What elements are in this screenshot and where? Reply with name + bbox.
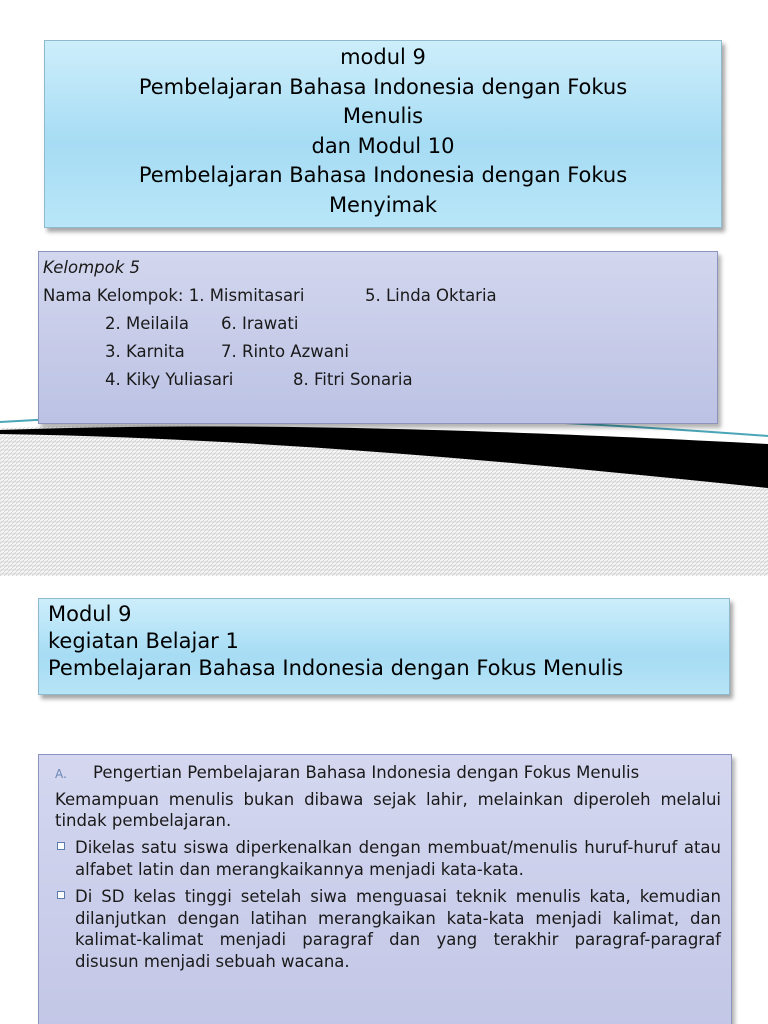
slide-2 — [0, 578, 768, 1024]
group-members-box — [38, 251, 718, 424]
section-marker: A. — [55, 767, 67, 781]
title-line: Menyimak — [328, 192, 438, 217]
bullet-item — [55, 886, 721, 972]
module-title-box — [38, 598, 730, 695]
member-item: 3. Karnita — [105, 342, 185, 361]
title-line: Pembelajaran Bahasa Indonesia dengan Fokus — [138, 74, 628, 99]
title-box — [44, 40, 722, 228]
members-label: Nama Kelompok: 1. Mismitasari — [43, 286, 305, 305]
group-heading: Kelompok 5 — [43, 258, 141, 277]
title-line: modul 9 — [340, 45, 426, 69]
member-item: 8. Fitri Sonaria — [293, 370, 413, 389]
title-line: Menulis — [342, 104, 424, 128]
title-line: dan Modul 10 — [311, 133, 455, 158]
title-line: Pembelajaran Bahasa Indonesia dengan Fokus — [138, 163, 628, 187]
square-bullet-icon — [57, 842, 65, 850]
member-item: 4. Kiky Yuliasari — [105, 370, 234, 389]
member-item: 5. Linda Oktaria — [365, 286, 497, 305]
member-item: 6. Irawati — [221, 314, 299, 333]
module-title-line: kegiatan Belajar 1 — [48, 629, 239, 653]
module-title-line: Pembelajaran Bahasa Indonesia dengan Fokus Menulis — [48, 656, 624, 680]
bullet-text: Dikelas satu siswa diperkenalkan dengan membuat/menulis huruf-huruf atau alfabet latin dan merangkaikannya menjadi kata-kata. — [75, 838, 721, 879]
square-bullet-icon — [57, 891, 65, 899]
member-item: 7. Rinto Azwani — [221, 342, 349, 361]
bullet-text: Di SD kelas tinggi setelah siwa menguasai teknik menulis kata, kemudian dilanjutkan dengan latihan merangkaikan kata-kata menjadi kalimat, dan kalimat-kalimat menjadi paragraf dan yang terakhir paragraf-paragraf disusun menjadi sebuah wacana. — [75, 887, 721, 971]
section-heading-text: Pengertian Pembelajaran Bahasa Indonesia dengan Fokus Menulis — [93, 763, 640, 782]
intro-paragraph: Kemampuan menulis bukan dibawa sejak lahir, melainkan diperoleh melalui tindak pembelajaran. — [55, 790, 721, 830]
section-heading — [55, 762, 721, 785]
content-box — [38, 754, 732, 1024]
member-item: 2. Meilaila — [105, 314, 189, 333]
bullet-item — [55, 837, 721, 880]
module-title-line: Modul 9 — [48, 602, 132, 626]
decorative-swoosh — [0, 400, 768, 576]
